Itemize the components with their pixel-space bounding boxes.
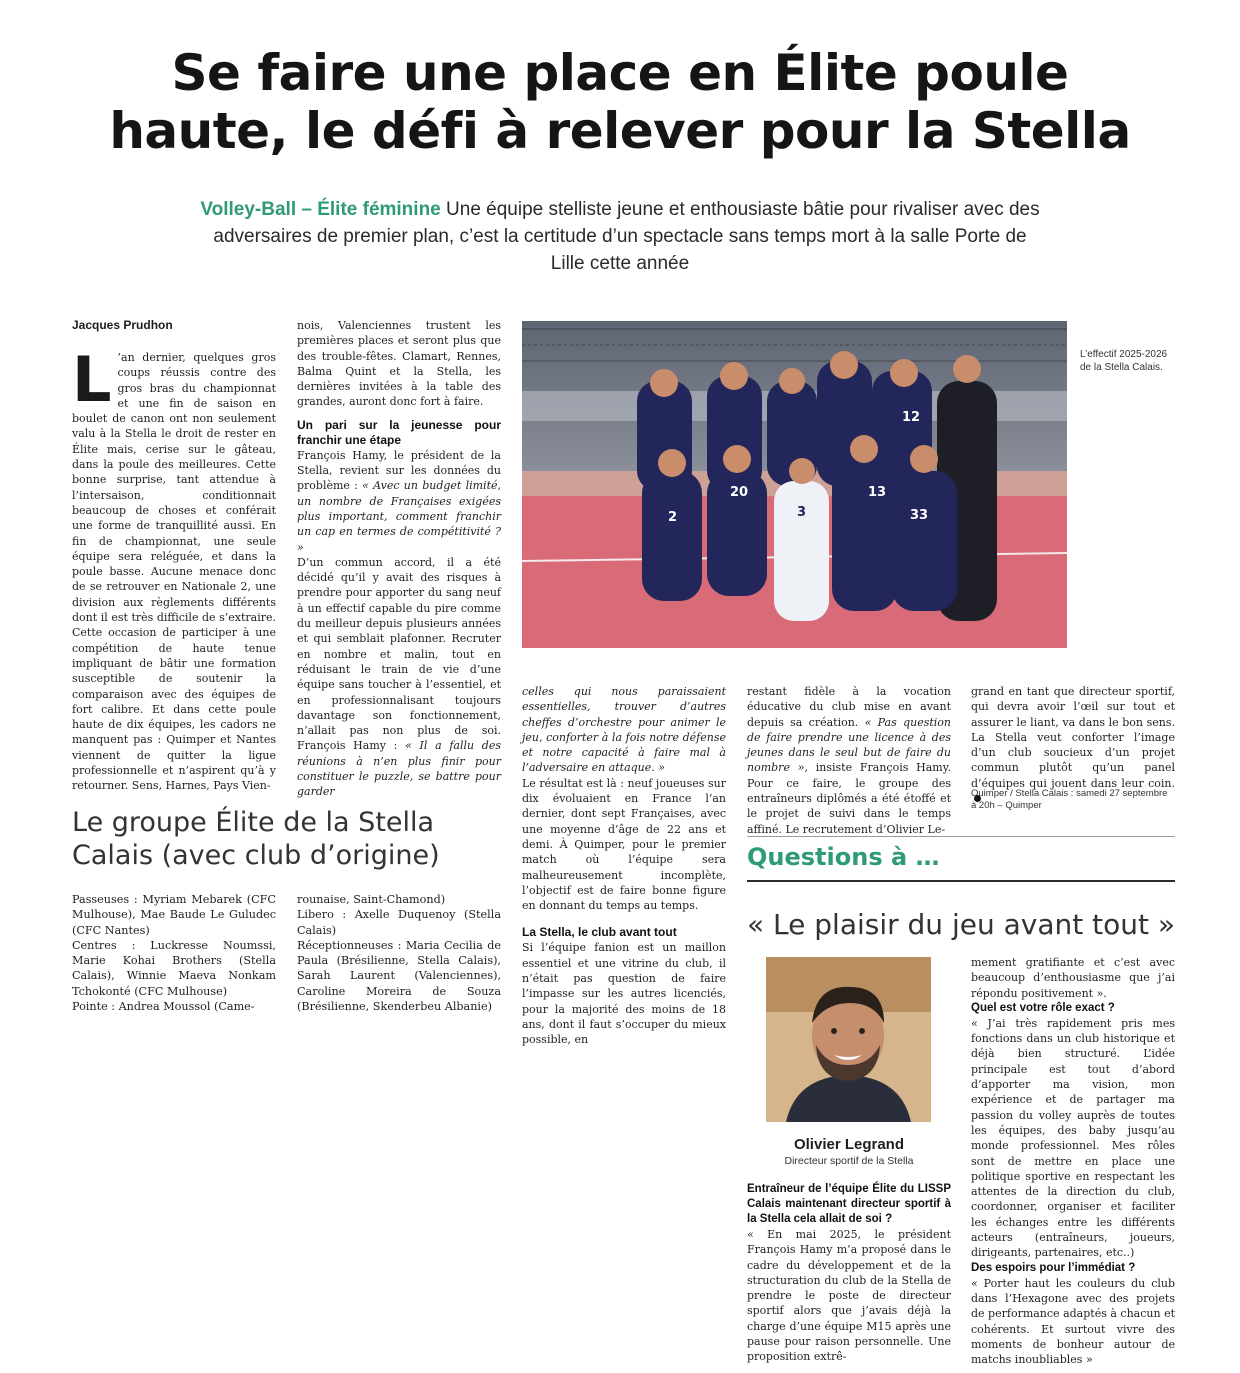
answer-1-continued: mement gratifiante et c’est avec beaucoup d’enthousiasme que j’ai répondu positivement ». <box>971 956 1175 1000</box>
dropcap: L <box>72 343 112 416</box>
article-column-1 <box>72 343 276 793</box>
headline <box>40 44 1200 160</box>
questions-heading: Questions à … <box>747 843 940 871</box>
article-column-3 <box>522 684 726 1047</box>
article-col4-quote: « Pas question de faire prendre une licence à des jeunes dans le seul but de faire du nombre » <box>747 715 951 775</box>
article-col3-quote: celles qui nous paraissaient essentielles, trouver d’autres cheffes d’orchestre pour animer le jeu, conforter à la fois notre défense et notre capacité à faire mal à l’adversaire en attaque. » <box>522 685 726 775</box>
section-rule <box>747 880 1175 882</box>
jersey-number: 33 <box>910 508 929 523</box>
article-col2-intro: nois, Valenciennes trustent les premières places et seront plus que des trouble-fêtes. Clamart, Rennes, Balma Quint et la Stella, les dernières invitées à la table des grandes, auront donc fort à faire. <box>297 319 501 409</box>
team-photo <box>522 321 1067 648</box>
article-column-4 <box>747 684 951 836</box>
deck <box>200 196 1040 277</box>
subheading-club: La Stella, le club avant tout <box>522 925 677 940</box>
jersey-number: 12 <box>902 410 921 425</box>
headline-line-2: haute, le défi à relever pour la Stella <box>109 102 1131 160</box>
interview-column-2 <box>971 955 1175 1367</box>
article-col2-quote-1: « Avec un budget limité, un nombre de Françaises exigées plus important, comment franchir un cap en termes de compétitivité ? » <box>297 479 501 554</box>
article-col4-text-a: restant fidèle à la vocation éducative du club mise en avant depuis sa création. <box>747 685 951 729</box>
subheading-jeunesse: Un pari sur la jeunesse pour franchir une étape <box>297 417 501 447</box>
portrait-olivier-legrand <box>766 957 931 1122</box>
interview-quote-title: « Le plaisir du jeu avant tout » <box>747 908 1175 941</box>
jersey-number: 3 <box>797 505 807 520</box>
jersey-number: 20 <box>730 485 749 500</box>
answer-2: « J’ai très rapidement pris mes fonctions dans un club historique et déjà bien structuré. L’idée principale est tout d’abord d’apporter ma vision, mon expérience et de partager ma passion du volley auprès de toutes les équipes, des baby jusqu’au monde professionnel. Mes rôles sont de mettre en place une politique sportive en respectant les attentes de la direction du club, coordonner, organiser et faciliter les échanges entre les différents acteurs (entraîneurs, joueurs, dirigeants, partenaires, etc..) <box>971 1016 1175 1260</box>
team-photo-illustration <box>522 321 1067 648</box>
article-col5-text: grand en tant que directeur sportif, qui devra avoir l’œil sur tout et assurer le liant, va dans le bon sens. La Stella veut conforter l’image d’un club soucieux d’un projet commun plutôt qu’un panel d’équipes qui jouent dans leur coin. <box>971 685 1175 790</box>
roster-title-line-2: Calais (avec club d’origine) <box>72 840 440 871</box>
interviewee-role: Directeur sportif de la Stella <box>784 1155 914 1167</box>
section-divider <box>747 836 1175 837</box>
deck-kicker: Volley-Ball – Élite féminine <box>200 199 441 220</box>
article-column-2 <box>297 318 501 799</box>
roster-column-2: rounaise, Saint-Chamond) Libero : Axelle Duquenoy (Stella Calais) Réceptionneuses : Maria Cecilia de Paula (Brésilienne, Stella Calais), Sarah Laurent (Valenciennes), Caroline Moreira de Souza (Brésilienne, Skenderbeu Albanie) <box>297 893 501 1014</box>
answer-1: « En mai 2025, le président François Hamy m’a proposé dans le cadre du développement et de la structuration du club de la Stella de prendre le poste de directeur sportif alors que j’avais déjà la charge d’une équipe M15 après une pause pour raison personnelle. Une proposition extrê- <box>747 1228 951 1364</box>
article-col3-text-b: Si l’équipe fanion est un maillon essentiel et une vitrine du club, il n’était pas question de faire l’impasse sur les autres licenciés, pour la majorité des moins de 18 ans, dont il faut s’occuper du mieux possible, en <box>522 941 726 1047</box>
article-col2-text-a: François Hamy, le président de la Stella, revient sur les données du problème : <box>297 448 501 493</box>
portrait-illustration <box>766 957 931 1122</box>
photo-caption: L’effectif 2025-2026 de la Stella Calais. <box>1080 349 1168 373</box>
roster-column-1: Passeuses : Myriam Mebarek (CFC Mulhouse), Mae Baude Le Guludec (CFC Nantes) Centres : Luckresse Noumssi, Marie Kohai Brothers (Stella Calais), Winnie Maeva Nonkam Tchokonté (CFC Mulhouse) Pointe : Andrea Moussol (Came- <box>72 893 276 1014</box>
article-col4-text-b: , insiste François Hamy. Pour ce faire, le groupe des entraîneurs diplômés a été étoffé et le projet de suivi dans le temps affiné. Le recrutement d’Olivier Le- <box>747 761 951 836</box>
article-col3-text-a: Le résultat est là : neuf joueuses sur dix évoluaient en France l’an dernier, dont sept Françaises, avec une moyenne d’âge de 22 ans et demi. À Quimper, pour le premier match où l’équipe sera malheureusement incomplète, l’objectif est de faire bonne figure en donnant du temps au temps. <box>522 776 726 913</box>
byline: Jacques Prudhon <box>72 318 173 332</box>
question-1: Entraîneur de l’équipe Élite du LISSP Calais maintenant directeur sportif à la Stella cela allait de soi ? <box>747 1183 951 1225</box>
article-column-5 <box>971 684 1175 794</box>
answer-3: « Porter haut les couleurs du club dans l’Hexagone avec des projets de performance adaptés à chacun et cohérents. Et surtout vivre des moments de bonheur autour de matchs inoubliables » <box>971 1276 1175 1367</box>
deck-text: Une équipe stelliste jeune et enthousiaste bâtie pour rivaliser avec des adversaires de premier plan, c’est la certitude d’un spectacle sans temps mort à la salle Porte de Lille cette année <box>213 199 1040 274</box>
roster-title-line-1: Le groupe Élite de la Stella <box>72 807 435 838</box>
interviewee-name: Olivier Legrand <box>793 1136 905 1153</box>
match-info: Quimper / Stella Calais : samedi 27 septembre à 20h – Quimper <box>971 788 1168 811</box>
headline-line-1: Se faire une place en Élite poule <box>171 44 1069 102</box>
jersey-number: 13 <box>868 485 887 500</box>
question-2: Quel est votre rôle exact ? <box>971 1001 1115 1014</box>
article-col1-text: ’an dernier, quelques gros coups réussis contre des gros bras du championnat et une fin de saison en boulet de canon ont non seulement valu à la Stella le droit de rester en Élite mais, cerise sur le gâteau, dans la poule des meilleures. Cette bonne surprise, tant attendue à l’intersaison, conditionnait beaucoup de choses et conférait une forme de tranquillité aussi. En fin de championnat, une seule équipe sera reléguée, et dans la poule basse. Aucune menace donc de se retrouver en Nationale 2, une division aux règlements différents dont il est très difficile de s’extraire. Cette occasion de participer à une compétition de haute tenue impliquant de bâtir une formation susceptible de soutenir la comparaison avec des équipes de fort calibre. Et dans cette poule haute de dix équipes, les cadors ne manquent pas : Quimper et Nantes viennent de quitter la ligue professionnelle et n’aspirent qu’à y retourner. Sens, Harnes, Pays Vien- <box>72 351 276 793</box>
roster-box-title <box>72 806 492 872</box>
article-col2-text-b: D’un commun accord, il a été décidé qu’il y avait des risques à prendre pour apporter du sang neuf à un effectif capable du pire comme du meilleur depuis plusieurs années et qui semblait plafonner. Recruter en nombre et malin, tout en réduisant le train de vie d’une équipe sans toucher à l’essentiel, et en professionnalisant toujours davantage son fonctionnement, n’allait pas non plus de soi. François Hamy : <box>297 555 501 753</box>
jersey-number: 2 <box>668 510 678 525</box>
question-3: Des espoirs pour l’immédiat ? <box>971 1261 1136 1274</box>
interview-column-1 <box>747 1182 951 1364</box>
article-col2-quote-2: « Il a fallu des réunions à n’en plus finir pour constituer le puzzle, se battre pour garder <box>297 739 501 799</box>
